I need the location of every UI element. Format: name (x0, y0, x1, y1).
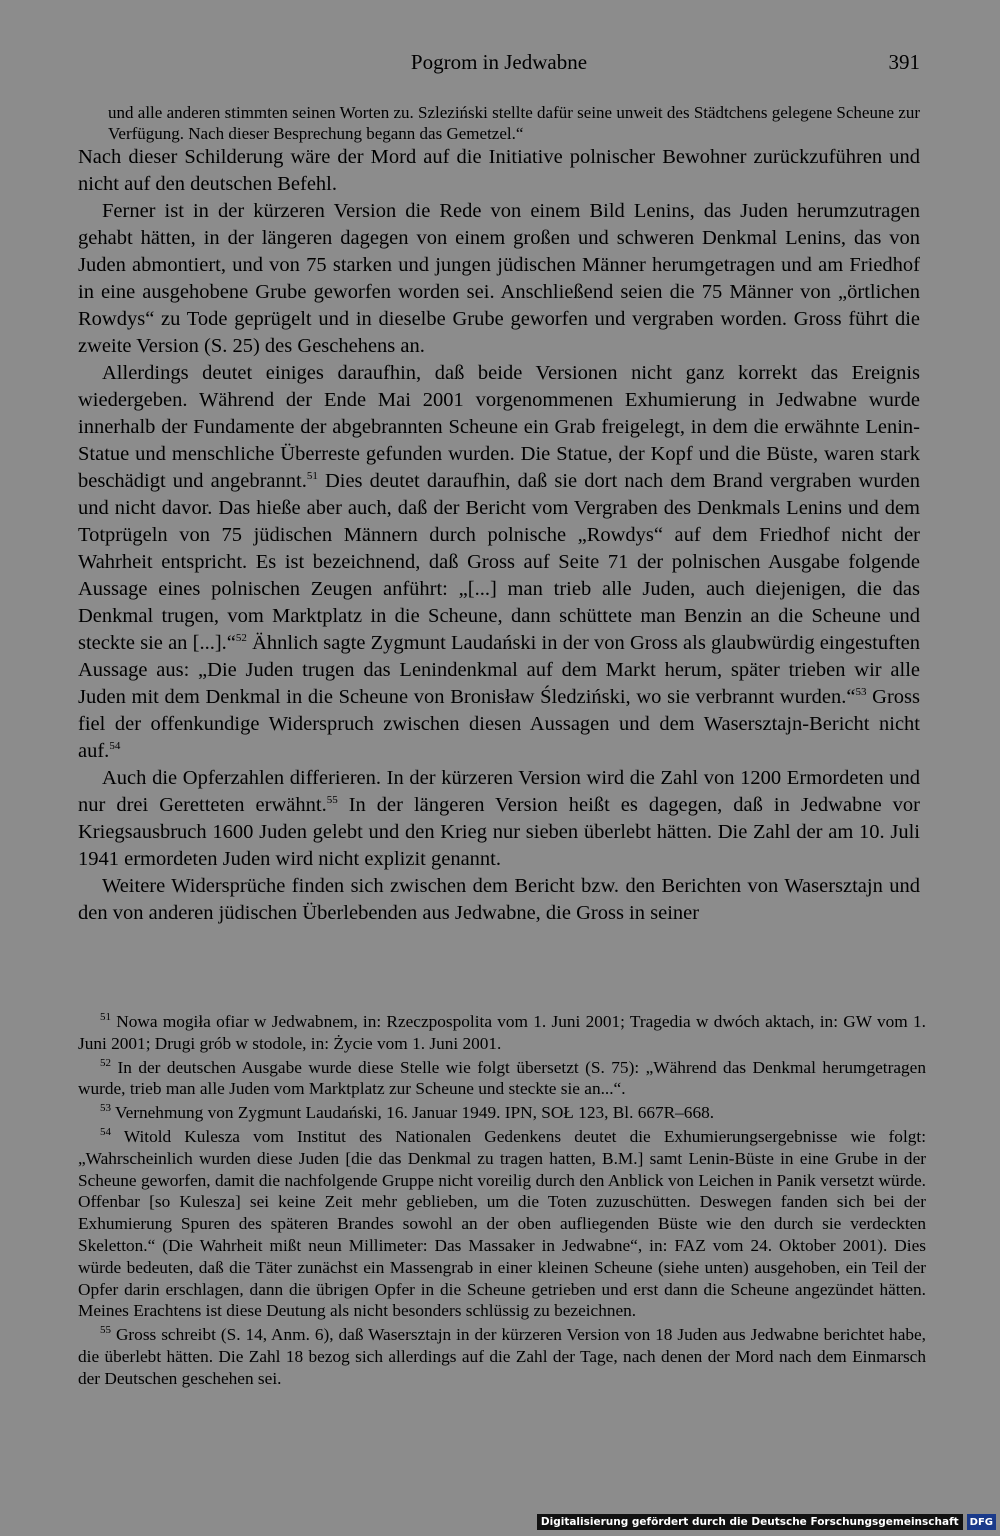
footnotes (78, 1011, 926, 1392)
footnote-number: 52 (100, 1056, 111, 1069)
page-header (78, 50, 920, 80)
footnote-number: 51 (100, 1011, 111, 1024)
paragraph-1: Nach dieser Schilderung wäre der Mord auf die Initiative polnischer Bewohner zurückzuführen und nicht auf den deutschen Befehl. (78, 146, 920, 195)
footnote-51 (78, 1011, 926, 1055)
paragraph-text: Dies deutet daraufhin, daß sie dort nach dem Brand vergraben wurden und nicht davor. Das hieße aber auch, daß der Bericht vom Vergraben des Denkmals Lenins und dem Totprügeln von 75 jüdischen Männern durch polnische „Rowdys“ auf dem Friedhof nicht der Wahrheit entspricht. Es ist bezeichnend, daß Gross auf Seite 71 der polnischen Ausgabe folgende Aussage eines polnischen Zeugen anführt: „[...] man trieb alle Juden, auch diejenigen, die das Denkmal trugen, vom Marktplatz in die Scheune, dann schüttete man Benzin an die Scheune und steckte sie an [...].“ (78, 470, 920, 654)
paragraph-text: Ähnlich sagte Zygmunt Laudański in der von Gross als glaubwürdig eingestuften Aussage aus: „Die Juden trugen das Lenindenkmal auf dem Markt herum, später trieben wir alle Juden mit dem Denkmal in die Scheune von Bronisław Śledziński, wo sie verbrannt wurden.“ (78, 632, 920, 708)
footnote-text: In der deutschen Ausgabe wurde diese Stelle wie folgt übersetzt (S. 75): „Während das Denkmal herumgetragen wurde, trieb man alle Juden vom Marktplatz zur Scheune und steckte sie an...“. (78, 1057, 926, 1099)
page-number: 391 (888, 50, 920, 74)
funding-credit: Digitalisierung gefördert durch die Deutsche Forschungsgemeinschaft (537, 1514, 963, 1530)
paragraph-text: Auch die Opferzahlen differieren. In der kürzeren Version wird die Zahl von 1200 Ermordeten und nur drei Geretteten erwähnt. (78, 767, 920, 816)
footnote-number: 55 (100, 1324, 111, 1337)
paragraph-text: Gross fiel der offenkundige Widerspruch zwischen diesen Aussagen und dem Wasersztajn-Bericht nicht auf. (78, 686, 920, 762)
paragraph-text: Allerdings deutet einiges daraufhin, daß beide Versionen nicht ganz korrekt das Ereignis wiedergeben. Während der Ende Mai 2001 vorgenommenen Exhumierung in Jedwabne wurde innerhalb der Fundamente der abgebrannten Scheune ein Grab freigelegt, in dem die erwähnte Lenin-Statue und menschliche Überreste gefunden wurden. Die Statue, der Kopf und die Büste, waren stark beschädigt und angebrannt. (78, 362, 920, 492)
footnote-ref: 52 (235, 632, 247, 645)
dfg-logo: DFG (967, 1514, 996, 1530)
digitization-footer (537, 1512, 996, 1532)
paragraph-3 (78, 360, 920, 765)
footnote-text: Nowa mogiła ofiar w Jedwabnem, in: Rzeczpospolita vom 1. Juni 2001; Tragedia w dwóch aktach, in: GW vom 1. Juni 2001; Drugi grób w stodole, in: Życie vom 1. Juni 2001. (78, 1012, 926, 1053)
footnote-text: Gross schreibt (S. 14, Anm. 6), daß Wasersztajn in der kürzeren Version von 18 Juden aus Jedwabne berichtet habe, die überlebt hätten. Die Zahl 18 bezog sich allerdings auf die Zahl der Tage, nach denen der Mord nach dem Einmarsch der Deutschen geschehen sei. (78, 1325, 926, 1388)
footnote-ref: 53 (855, 686, 867, 699)
footnote-ref: 51 (306, 470, 318, 483)
footnote-54 (78, 1126, 926, 1322)
footnote-55 (78, 1324, 926, 1389)
footnote-52 (78, 1057, 926, 1101)
footnote-ref: 55 (326, 794, 338, 807)
paragraph-2: Ferner ist in der kürzeren Version die Rede von einem Bild Lenins, das Juden herumzutragen gehabt hätten, in der längeren dagegen von einem großen und schweren Denkmal Lenins, das von Juden abmontiert, und von 75 starken und jungen jüdischen Männer herumgetragen und am Friedhof in eine ausgehobene Grube geworfen worden sei. Anschließend seien die 75 Männer von „örtlichen Rowdys“ zu Tode geprügelt und in dieselbe Grube geworfen und vergraben worden. Gross führt die zweite Version (S. 25) des Geschehens an. (78, 200, 920, 357)
footnote-53 (78, 1102, 926, 1124)
footnote-number: 53 (100, 1102, 111, 1115)
footnote-number: 54 (100, 1126, 111, 1139)
paragraph-text: In der längeren Version heißt es dagegen, daß in Jedwabne vor Kriegsausbruch 1600 Juden gelebt und den Krieg nur sieben überlebt hätten. Die Zahl der am 10. Juli 1941 ermordeten Juden wird nicht explizit genannt. (78, 794, 920, 870)
paragraph-5: Weitere Widersprüche finden sich zwischen dem Bericht bzw. den Berichten von Wasersztajn und den von anderen jüdischen Überlebenden aus Jedwabne, die Gross in seiner (78, 875, 920, 924)
footnote-ref: 54 (109, 740, 121, 753)
footnote-text: Vernehmung von Zygmunt Laudański, 16. Januar 1949. IPN, SOŁ 123, Bl. 667R–668. (111, 1103, 715, 1123)
body-text (78, 102, 920, 927)
footnote-text: Witold Kulesza vom Institut des Nationalen Gedenkens deutet die Exhumierungsergebnisse wie folgt: „Wahrscheinlich wurden diese Juden [die das Denkmal zu tragen hatten, B.M.] samt Lenin-Büste in eine Grube in der Scheune geworfen, damit die nachfolgende Gruppe nicht voreilig durch den Anblick von Leichen in Panik versetzt würde. Offenbar [so Kulesza] sei keine Zeit mehr geblieben, um die Toten zuzuschütten. Deswegen fanden sich bei der Exhumierung Spuren des späteren Brandes sowohl an der oben aufliegenden Büste wie den durch sie verdeckten Skeletton.“ (Die Wahrheit mißt neun Millimeter: Das Massaker in Jedwabne“, in: FAZ vom 24. Oktober 2001). Dies würde bedeuten, daß die Täter zunächst ein Massengrab in einer kleinen Scheune (siehe unten) ausgehoben, ein Teil der Opfer darin erschlagen, dann die übrigen Opfer in die Scheune getrieben und erst dann die Scheune angezündet hätten. Meines Erachtens ist diese Deutung als nicht besonders schlüssig zu bezeichnen. (78, 1126, 926, 1321)
paragraph-4 (78, 765, 920, 873)
running-title: Pogrom in Jedwabne (410, 50, 588, 74)
block-quote: und alle anderen stimmten seinen Worten zu. Szleziński stellte dafür seine unweit des Städtchens gelegene Scheune zur Verfügung. Nach dieser Besprechung begann das Gemetzel.“ (108, 103, 920, 143)
